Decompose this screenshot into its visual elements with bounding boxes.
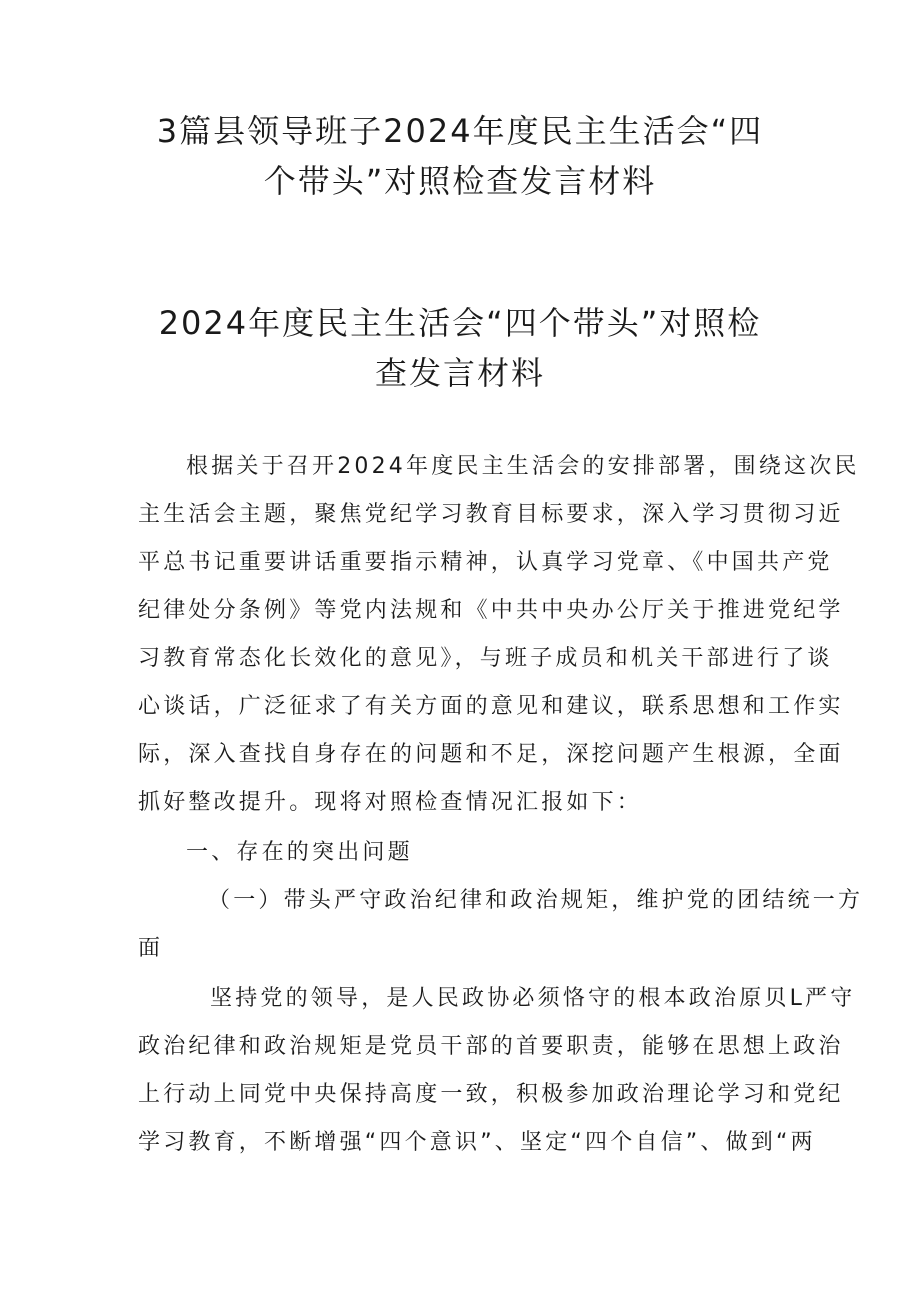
subsection-heading-continued: 面 bbox=[138, 936, 164, 961]
body-line-5: 习教育常态化长效化的意见》，与班子成员和机关干部进行了谈 bbox=[138, 646, 833, 671]
body-line-12: 坚持党的领导，是人民政协必须恪守的根本政治原贝L严守 bbox=[210, 986, 856, 1011]
body-line-14: 上行动上同党中央保持高度一致，积极参加政治理论学习和党纪 bbox=[138, 1082, 844, 1107]
body-line-15: 学习教育，不断增强“四个意识”、坚定“四个自信”、做到“两 bbox=[138, 1130, 816, 1155]
document-title-line-1: 3篇县领导班子2024年度民主生活会“四 bbox=[156, 112, 764, 150]
document-subtitle bbox=[130, 298, 790, 398]
body-line-13: 政治纪律和政治规矩是党员干部的首要职责，能够在思想上政治 bbox=[138, 1034, 844, 1059]
body-line-8: 抓好整改提升。现将对照检查情况汇报如下： bbox=[138, 790, 643, 815]
body-line-2: 主生活会主题，聚焦党纪学习教育目标要求，深入学习贯彻习近 bbox=[138, 502, 844, 527]
subsection-heading: （一）带头严守政治纪律和政治规矩，维护党的团结统一方 bbox=[208, 888, 864, 913]
body-line-3: 平总书记重要讲话重要指示精神，认真学习党章、《中国共产党 bbox=[138, 550, 833, 575]
body-line-4: 纪律处分条例》等党内法规和《中共中央办公厅关于推进党纪学 bbox=[138, 598, 844, 623]
body-line-6: 心谈话，广泛征求了有关方面的意见和建议，联系思想和工作实 bbox=[138, 694, 844, 719]
document-title bbox=[130, 106, 790, 206]
document-subtitle-line-1: 2024年度民主生活会“四个带头”对照检 bbox=[158, 304, 762, 342]
document-title-line-2: 个带头”对照检查发言材料 bbox=[263, 162, 657, 200]
document-subtitle-line-2: 查发言材料 bbox=[374, 354, 545, 392]
body-line-7: 际，深入查找自身存在的问题和不足，深挖问题产生根源，全面 bbox=[138, 742, 844, 767]
body-line-1: 根据关于召开2024年度民主生活会的安排部署，围绕这次民 bbox=[186, 454, 860, 479]
section-heading: 一、存在的突出问题 bbox=[186, 840, 413, 865]
